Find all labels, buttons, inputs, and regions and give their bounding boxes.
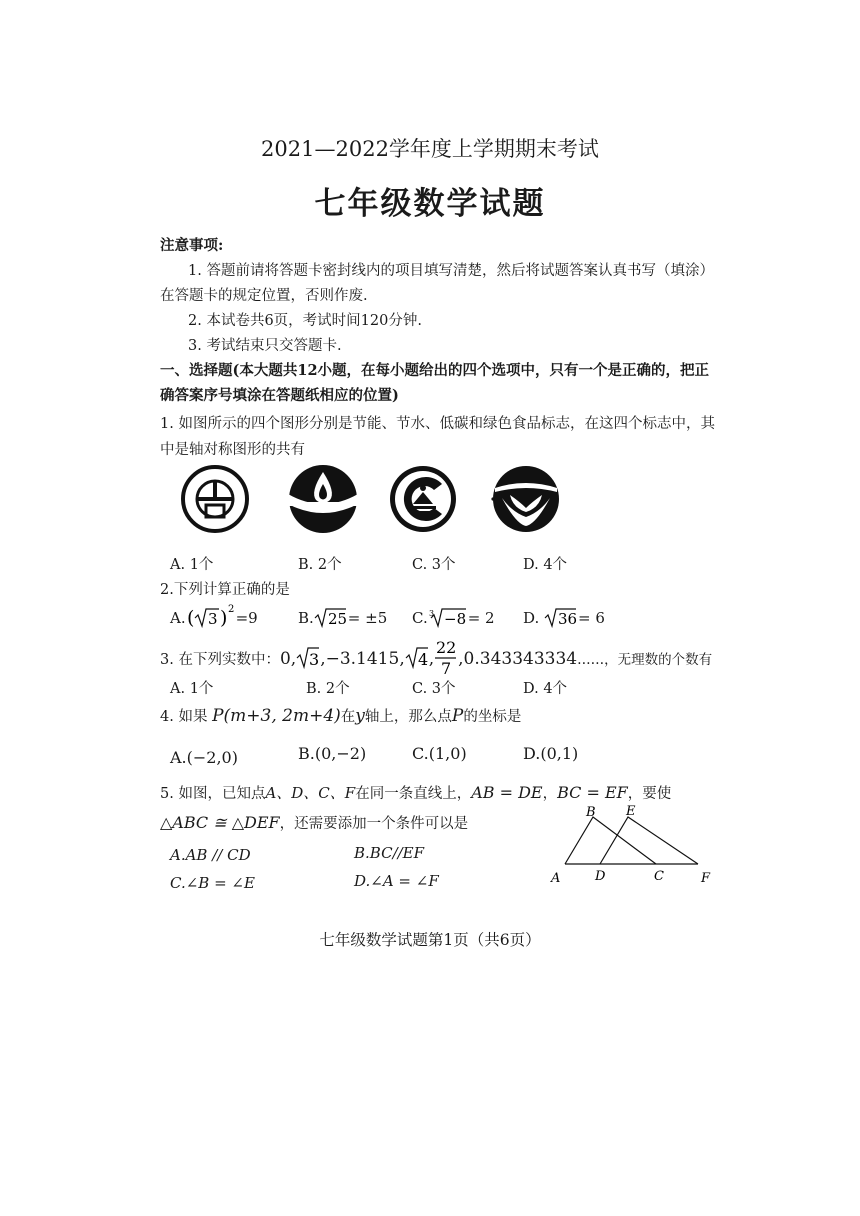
q5-stem-prefix: 5. 如图，已知点 (160, 786, 266, 802)
water-saving-logo-icon (288, 465, 358, 533)
svg-text:4: 4 (417, 650, 428, 669)
notice-heading: 注意事项: (160, 237, 224, 254)
q4-stem (160, 705, 521, 726)
q3-sqrt3 (296, 642, 320, 672)
q5-stem-mid: 在同一条直线上， (355, 786, 472, 802)
q3-number-zero: 0, (279, 649, 297, 669)
green-food-logo-icon (491, 466, 559, 532)
label-f: F (701, 871, 711, 886)
triangle-def (600, 817, 698, 864)
svg-text:7: 7 (441, 659, 452, 678)
label-c: C (654, 869, 664, 884)
q2-a-expression (186, 603, 236, 631)
q3-comma: , (428, 649, 435, 669)
exam-subtitle: 2021—2022学年度上学期期末考试 (261, 137, 599, 161)
q1-stem-cont: 中是轴对称图形的共有 (160, 442, 305, 458)
label-e: E (626, 804, 636, 819)
q4-stem-prefix: 4. 如果 (160, 709, 208, 725)
q2-c-result: = 2 (467, 609, 495, 627)
q2-d-result: = 6 (578, 609, 605, 627)
svg-text:25: 25 (327, 610, 347, 628)
q3-stem-prefix: 3. 在下列实数中： (160, 652, 280, 668)
q2-option-a (170, 603, 258, 631)
q5-stem-suffix: ，要使 (627, 786, 672, 802)
svg-text:22: 22 (436, 638, 457, 657)
energy-saving-logo-icon (183, 467, 247, 531)
label-a: A (551, 871, 561, 886)
q1-option-d: D. 4个 (523, 557, 568, 573)
notice-item-1-cont: 在答题卡的规定位置，否则作废. (160, 288, 368, 304)
q1-option-a: A. 1个 (170, 557, 214, 573)
q2-b-expression (314, 603, 348, 631)
section1-heading: 一、选择题(本大题共12小题，在每小题给出的四个选项中，只有一个是正确的，把正 (160, 362, 710, 379)
svg-text:3: 3 (309, 650, 320, 669)
notice-item-3: 3. 考试结束只交答题卡. (188, 338, 342, 354)
svg-text:(: ( (186, 607, 195, 629)
q3-number-decimal: ,−3.1415, (320, 649, 405, 669)
q3-number-repeating: ,0.343343334 (458, 649, 578, 669)
q2-c-expression (428, 603, 468, 631)
q5-congruence: △ABC ≅ △DEF (160, 813, 280, 832)
notice-item-1: 1. 答题前请将答题卡密封线内的项目填写清楚，然后将试题答案认真书写（填涂） (188, 263, 714, 279)
q2-option-d (523, 603, 605, 631)
svg-text:3: 3 (207, 610, 218, 628)
q5-stem-line2 (160, 812, 468, 833)
svg-text:−8: −8 (443, 610, 466, 628)
q5-stem (160, 782, 671, 803)
q4-stem-end: 的坐标是 (463, 709, 522, 725)
q2-option-b (298, 603, 387, 631)
q3-option-d: D. 4个 (523, 681, 568, 697)
q2-a-label: A. (170, 609, 186, 627)
q2-b-result: = ±5 (347, 609, 388, 627)
q5-stem-line2-text: ，还需要添加一个条件可以是 (279, 816, 469, 832)
exam-title: 七年级数学试题 (314, 186, 546, 222)
svg-text:36: 36 (558, 610, 578, 628)
q3-stem (160, 636, 712, 680)
q3-fraction (434, 636, 458, 680)
q1-stem: 1. 如图所示的四个图形分别是节能、节水、低碳和绿色食品标志，在这四个标志中，其 (160, 416, 715, 432)
q2-stem: 2.下列计算正确的是 (160, 582, 290, 598)
q3-stem-suffix: ……，无理数的个数有 (577, 652, 713, 668)
q5-option-c: C.∠B = ∠E (170, 874, 255, 892)
q1-logos (170, 462, 560, 534)
section1-heading-cont: 确答案序号填涂在答题纸相应的位置) (160, 387, 399, 404)
triangle-abc (565, 817, 656, 864)
q1-option-c: C. 3个 (412, 557, 456, 573)
q5-option-a: A.AB // CD (170, 846, 251, 864)
q4-stem-suffix: 轴上，那么点 (364, 709, 452, 725)
q2-c-label: C. (412, 609, 428, 627)
q2-a-result: =9 (235, 609, 258, 627)
q5-triangle-figure (548, 802, 723, 892)
q3-option-a: A. 1个 (170, 681, 214, 697)
q4-stem-mid: 在 (340, 709, 356, 725)
q5-points: A、D、C、F (265, 784, 356, 802)
q2-option-c (412, 603, 495, 631)
q5-option-d: D.∠A = ∠F (354, 872, 439, 890)
notice-item-2: 2. 本试卷共6页，考试时间120分钟. (188, 313, 422, 329)
q2-d-label: D. (523, 609, 540, 627)
svg-text:3: 3 (428, 609, 434, 618)
label-b: B (586, 805, 596, 820)
q5-option-b: B.BC//EF (354, 844, 425, 862)
svg-text:): ) (219, 607, 228, 629)
q5-condition-bc-ef: BC = EF (557, 783, 628, 802)
q3-option-c: C. 3个 (412, 681, 456, 697)
q1-option-b: B. 2个 (298, 557, 342, 573)
label-d: D (595, 869, 606, 884)
q4-option-a: A.(−2,0) (170, 748, 238, 767)
q4-option-b: B.(0,−2) (298, 744, 367, 763)
page-footer: 七年级数学试题第1页（共6页） (319, 931, 541, 949)
q2-b-label: B. (298, 609, 314, 627)
q4-point-p: P (212, 706, 224, 726)
q3-option-b: B. 2个 (306, 681, 350, 697)
q4-point-p-2: P (451, 706, 464, 726)
low-carbon-logo-icon (390, 466, 456, 532)
q5-condition-ab-de: AB = DE (471, 783, 543, 802)
q4-option-c: C.(1,0) (412, 744, 467, 763)
q4-coordinates: (m+3, 2m+4) (223, 706, 341, 726)
svg-text:2: 2 (227, 604, 234, 615)
q3-sqrt4 (405, 642, 429, 672)
q5-separator: ， (542, 786, 558, 802)
q4-option-d: D.(0,1) (523, 744, 579, 763)
q4-axis: y (355, 706, 365, 726)
q2-d-expression (544, 603, 578, 631)
